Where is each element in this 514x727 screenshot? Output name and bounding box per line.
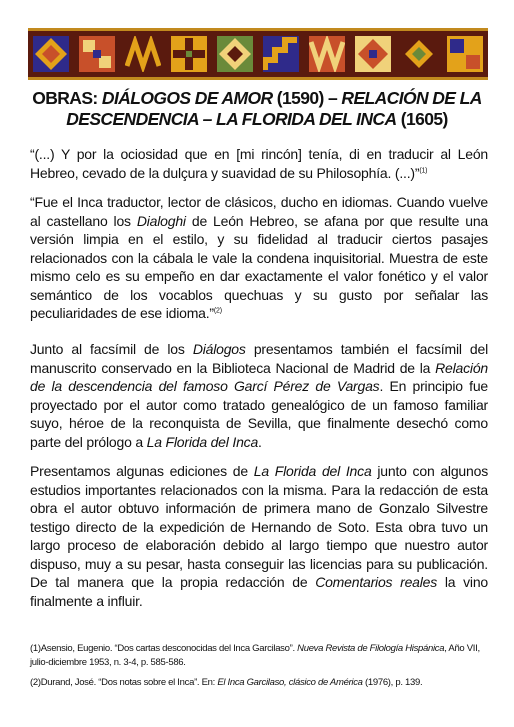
footnote-ref-2: (2): [213, 307, 222, 315]
footnote-2-book: El Inca Garcilaso, clásico de América: [217, 677, 363, 688]
footnote-1-text: (1)Asensio, Eugenio. “Dos cartas desconocidas del Inca Garcilaso”.: [30, 643, 298, 654]
cross-pattern-icon: [355, 36, 391, 72]
para-3-italic-relacion: Relación de la descendencia del famoso Garcí Pérez de Vargas: [30, 359, 488, 394]
zigzag-pattern-icon: [125, 36, 161, 72]
para-4-text-e: la vino finalmente a influir.: [30, 574, 488, 609]
para-4-text-c: junto con algunos estudios importantes relacionados con la misma. Para la redacción de esta obra el autor obtuvo información de primera mano de Gonzalo Silvestre testigo directo de la expedición de Hernando de Soto. Esta obra tuvo un largo proceso de elaboración debido al largo tiempo que nuestro autor dispuso, muy a su pesar, hasta conseguir las licencias para su publicación. De tal manera que la propia redacción de: [30, 463, 488, 590]
stepped-pattern-icon: [79, 36, 115, 72]
footnote-2-text: (2)Durand, José. “Dos notas sobre el Inca”. En:: [30, 677, 218, 688]
page-title: [20, 88, 494, 130]
paragraph-facsimiles: [30, 340, 488, 451]
para-4-italic-florida: La Florida del Inca: [253, 463, 372, 479]
footnote-ref-1: (1): [419, 166, 428, 174]
title-year-1: (1590) –: [272, 88, 342, 108]
stepped-pattern-icon: [263, 36, 299, 72]
quote-1: [30, 145, 488, 182]
title-work-relacion-florida: RELACIÓN DE LA DESCENDENCIA – LA FLORIDA DEL INCA: [66, 88, 482, 129]
decorative-textile-banner: [28, 28, 488, 80]
diamond-pattern-icon: [401, 36, 437, 72]
para-4-italic-comentarios: Comentarios reales: [315, 574, 438, 590]
quote-2-italic-dialoghi: Dialoghi: [136, 212, 186, 229]
para-3-text-c: presentamos también el facsímil del manuscrito conservado en la Biblioteca Nacional de Madrid de la: [30, 341, 489, 376]
quote-2-text: “Fue el Inca traductor, lector de clásicos, ducho en idiomas. Cuando vuelve al castellano los: [30, 194, 488, 229]
quote-2-text-cont: de León Hebreo, se afana por que resulte una versión limpia en el estilo, y su fidelidad al traducir ciertos pasajes relacionados con la cábala le vale la condena inquisitorial. Muestra de este mismo celo es su empeño en dar exactamente el valor fonético y el valor semántico de los vocablos quechuas y su gusto por señalar las peculiaridades de ese idioma.”: [30, 212, 489, 321]
cross-pattern-icon: [171, 36, 207, 72]
footnote-2: [30, 676, 494, 690]
para-3-italic-florida: La Florida del Inca: [146, 433, 259, 450]
para-3-text-a: Junto al facsímil de los: [30, 341, 193, 357]
para-3-text-g: .: [258, 433, 262, 450]
para-3-italic-dialogos: Diálogos: [192, 341, 246, 357]
diamond-pattern-icon: [33, 36, 69, 72]
zigzag-pattern-icon: [309, 36, 345, 72]
title-work-dialogos: DIÁLOGOS DE AMOR: [101, 88, 273, 108]
footnote-2-details: (1976), p. 139.: [362, 677, 423, 688]
title-year-2: (1605): [396, 109, 448, 129]
quote-1-text: “(...) Y por la ociosidad que en [mi rincón] tenía, di en traducir al León Hebreo, cevado de la dulçura y suavidad de su Philosophía. (...)”: [30, 146, 488, 181]
para-4-text-a: Presentamos algunas ediciones de: [30, 463, 254, 479]
quote-2: [30, 193, 488, 323]
paragraph-ediciones: [30, 462, 488, 610]
diamond-pattern-icon: [217, 36, 253, 72]
stepped-pattern-icon: [447, 36, 483, 72]
title-lead: OBRAS:: [32, 88, 102, 108]
footnote-1: [30, 642, 494, 670]
footnote-1-journal: Nueva Revista de Filología Hispánica: [297, 643, 445, 654]
footnote-1-details: , Año VII, julio-diciembre 1953, n. 3-4, p. 585-586.: [30, 643, 480, 668]
para-3-text-e: . En principio fue proyectado por el autor como tratado genealógico de un famoso familiar suyo, héroe de la reconquista de Sevilla, que finalmente desechó como parte del prólogo a: [30, 378, 488, 450]
